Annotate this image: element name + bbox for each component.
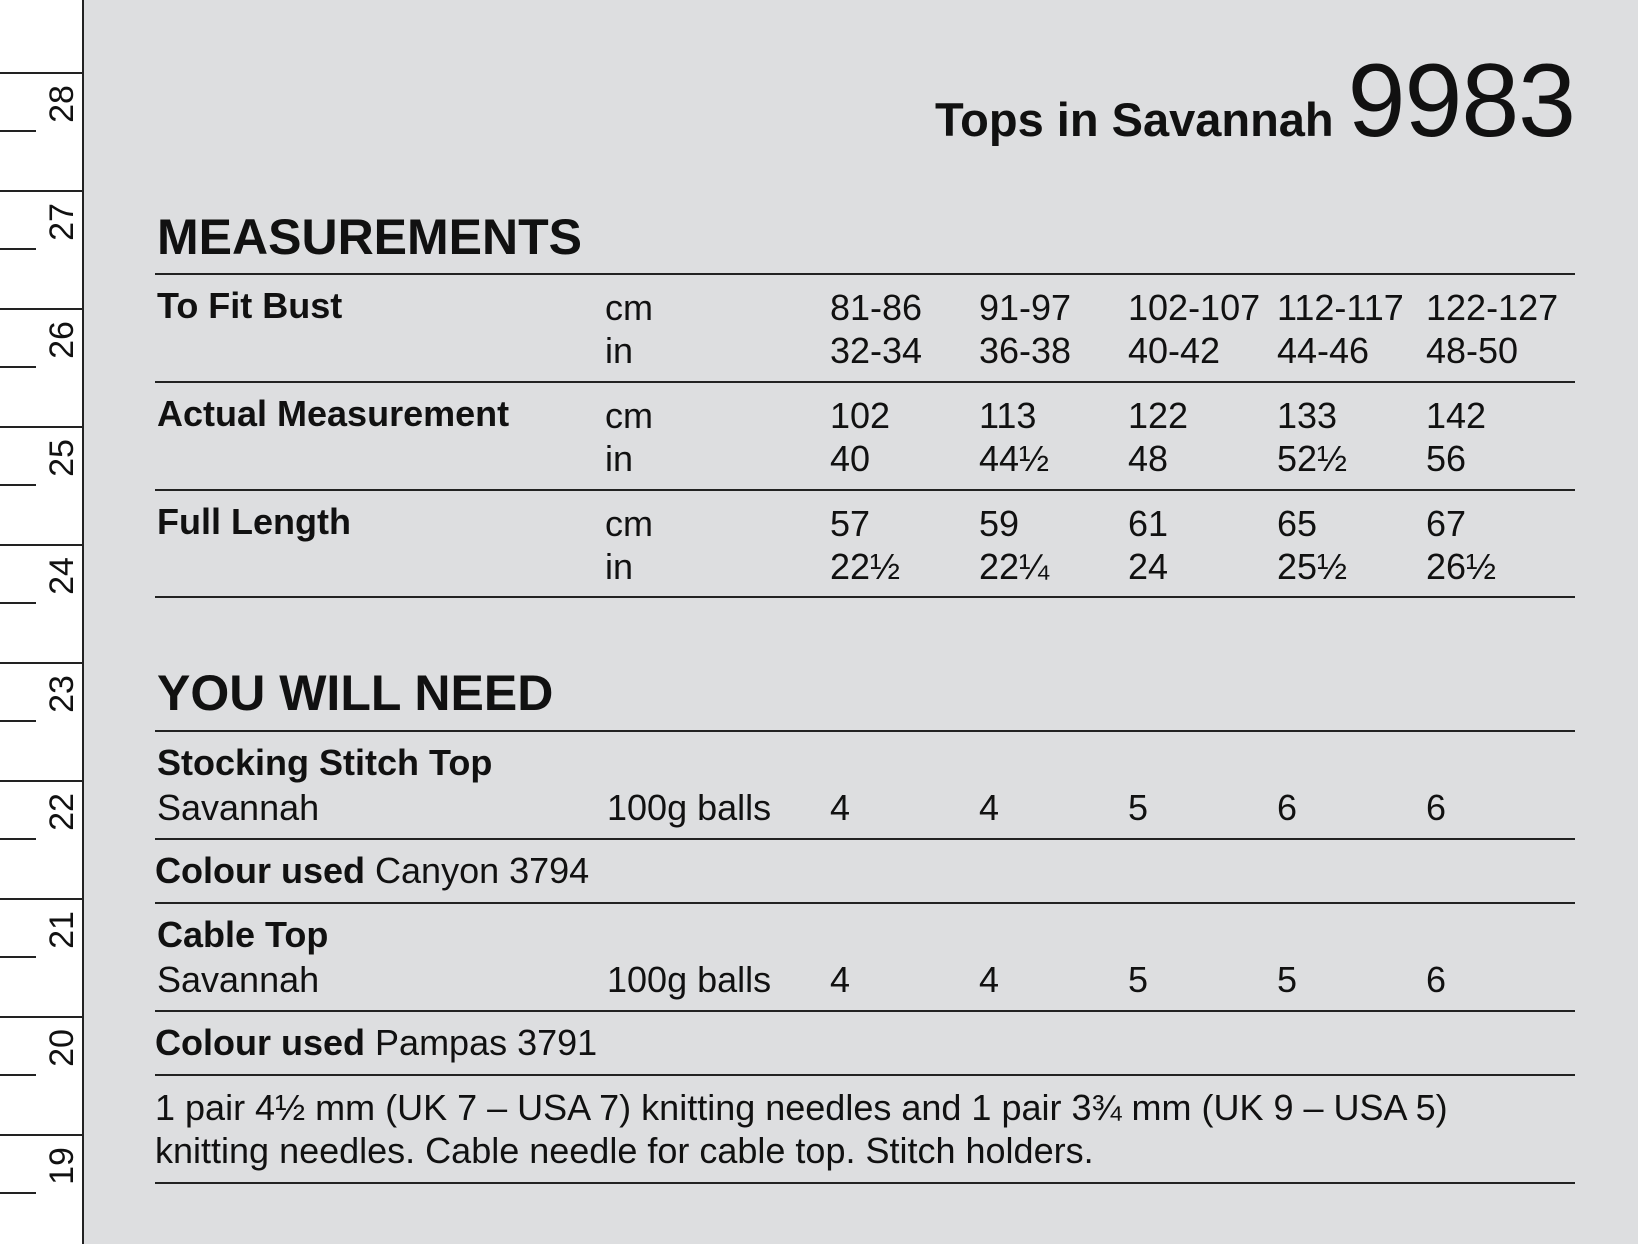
- ruler-number: 22: [43, 793, 81, 831]
- ruler-number: 21: [43, 911, 81, 949]
- ruler-number: 28: [43, 85, 81, 123]
- value-cell: 67: [1426, 503, 1467, 544]
- ruler-tick: [0, 248, 36, 250]
- value-cell: 36-38: [979, 330, 1072, 371]
- value-cell: 59: [979, 503, 1020, 544]
- unit-in: in: [605, 330, 634, 371]
- ruler-tick: [0, 72, 82, 74]
- title-text: Tops in Savannah: [934, 93, 1334, 146]
- quantity-cell: 6: [1426, 787, 1447, 828]
- divider: [155, 838, 1575, 840]
- measuring-ruler: [0, 0, 84, 1244]
- value-cell: 52½: [1277, 438, 1348, 479]
- page-title: [935, 42, 1575, 161]
- divider: [155, 489, 1575, 491]
- value-cell: 57: [830, 503, 871, 544]
- row-label: Full Length: [157, 501, 351, 542]
- quantity-cell: 5: [1128, 787, 1149, 828]
- value-cell: 22¼: [979, 546, 1050, 587]
- value-cell: 26½: [1426, 546, 1497, 587]
- ruler-number: 24: [43, 557, 81, 595]
- colour-label: Colour used: [155, 1022, 366, 1063]
- quantity-cell: 6: [1277, 787, 1298, 828]
- colour-used-line: [155, 1021, 1575, 1064]
- needles-line-2: knitting needles. Cable needle for cable top. Stitch holders.: [155, 1130, 1094, 1171]
- value-cell: 102-107: [1128, 287, 1261, 328]
- you-will-need-heading: YOU WILL NEED: [157, 665, 554, 721]
- unit-in: in: [605, 438, 634, 479]
- ruler-tick: [0, 956, 36, 958]
- needles-line-1: 1 pair 4½ mm (UK 7 – USA 7) knitting needles and 1 pair 3¾ mm (UK 9 – USA 5): [155, 1087, 1448, 1128]
- item-title: Stocking Stitch Top: [157, 742, 493, 783]
- ruler-number: 20: [43, 1029, 81, 1067]
- unit-cm: cm: [605, 395, 653, 436]
- divider: [155, 381, 1575, 383]
- divider: [155, 596, 1575, 598]
- row-label: To Fit Bust: [157, 285, 343, 326]
- ruler-tick: [0, 602, 36, 604]
- quantity-cell: 6: [1426, 959, 1447, 1000]
- ruler-tick: [0, 308, 82, 310]
- yarn-name: Savannah: [157, 787, 320, 828]
- value-cell: 122: [1128, 395, 1189, 436]
- value-cell: 56: [1426, 438, 1467, 479]
- ruler-number: 23: [43, 675, 81, 713]
- value-cell: 112-117: [1277, 287, 1404, 328]
- row-label: Actual Measurement: [157, 393, 510, 434]
- pattern-number: 9983: [1347, 43, 1575, 159]
- ruler-tick: [0, 780, 82, 782]
- value-cell: 48: [1128, 438, 1169, 479]
- ruler-tick: [0, 838, 36, 840]
- divider: [155, 730, 1575, 732]
- value-cell: 44½: [979, 438, 1050, 479]
- value-cell: 48-50: [1426, 330, 1519, 371]
- ruler-tick: [0, 426, 82, 428]
- yarn-unit: 100g balls: [607, 787, 772, 828]
- colour-used-line: [155, 849, 1575, 892]
- ruler-number: 26: [43, 321, 81, 359]
- value-cell: 25½: [1277, 546, 1348, 587]
- unit-cm: cm: [605, 503, 653, 544]
- ruler-tick: [0, 898, 82, 900]
- value-cell: 40: [830, 438, 871, 479]
- value-cell: 133: [1277, 395, 1338, 436]
- measurements-heading: MEASUREMENTS: [157, 209, 583, 265]
- ruler-number: 25: [43, 439, 81, 477]
- ruler-tick: [0, 484, 36, 486]
- quantity-cell: 4: [830, 959, 851, 1000]
- colour-label: Colour used: [155, 850, 366, 891]
- divider: [155, 1010, 1575, 1012]
- colour-value: Canyon 3794: [375, 850, 590, 891]
- value-cell: 102: [830, 395, 891, 436]
- ruler-number: 27: [43, 203, 81, 241]
- value-cell: 91-97: [979, 287, 1072, 328]
- value-cell: 22½: [830, 546, 901, 587]
- ruler-tick: [0, 190, 82, 192]
- item-title: Cable Top: [157, 914, 329, 955]
- ruler-tick: [0, 662, 82, 664]
- divider: [155, 273, 1575, 275]
- value-cell: 32-34: [830, 330, 923, 371]
- ruler-tick: [0, 1016, 82, 1018]
- quantity-cell: 4: [830, 787, 851, 828]
- yarn-name: Savannah: [157, 959, 320, 1000]
- ruler-tick: [0, 544, 82, 546]
- yarn-unit: 100g balls: [607, 959, 772, 1000]
- ruler-tick: [0, 1074, 36, 1076]
- value-cell: 40-42: [1128, 330, 1221, 371]
- unit-in: in: [605, 546, 634, 587]
- colour-value: Pampas 3791: [375, 1022, 598, 1063]
- quantity-cell: 5: [1128, 959, 1149, 1000]
- divider: [155, 1182, 1575, 1184]
- quantity-cell: 4: [979, 959, 1000, 1000]
- unit-cm: cm: [605, 287, 653, 328]
- divider: [155, 902, 1575, 904]
- value-cell: 65: [1277, 503, 1318, 544]
- divider: [155, 1074, 1575, 1076]
- value-cell: 113: [979, 395, 1037, 436]
- ruler-tick: [0, 1134, 82, 1136]
- ruler-tick: [0, 366, 36, 368]
- value-cell: 24: [1128, 546, 1169, 587]
- value-cell: 122-127: [1426, 287, 1559, 328]
- value-cell: 61: [1128, 503, 1169, 544]
- ruler-tick: [0, 720, 36, 722]
- quantity-cell: 4: [979, 787, 1000, 828]
- ruler-tick: [0, 1192, 36, 1194]
- value-cell: 142: [1426, 395, 1487, 436]
- value-cell: 44-46: [1277, 330, 1370, 371]
- ruler-number: 19: [43, 1147, 81, 1185]
- quantity-cell: 5: [1277, 959, 1298, 1000]
- ruler-tick: [0, 130, 36, 132]
- value-cell: 81-86: [830, 287, 923, 328]
